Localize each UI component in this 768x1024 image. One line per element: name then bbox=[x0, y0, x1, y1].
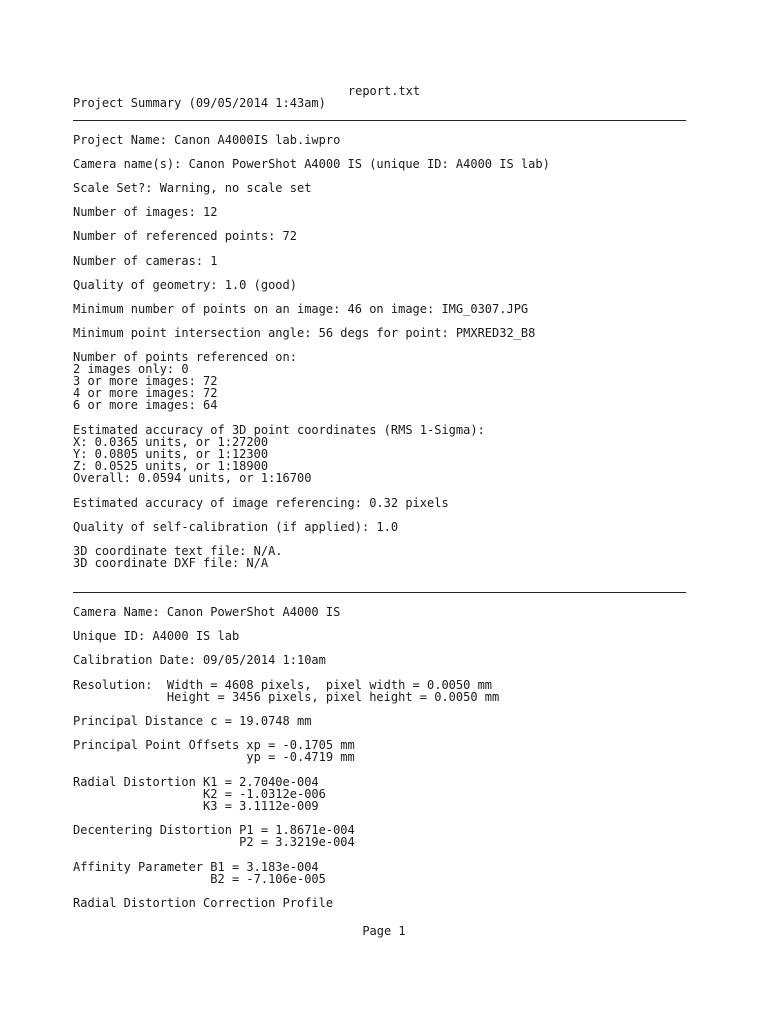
scale-set: Scale Set?: Warning, no scale set bbox=[73, 181, 312, 195]
decentering-distortion-p1: Decentering Distortion P1 = 1.8671e-004 bbox=[73, 823, 355, 837]
accuracy-overall: Overall: 0.0594 units, or 1:16700 bbox=[73, 471, 312, 485]
camera-name: Camera Name: Canon PowerShot A4000 IS bbox=[73, 605, 341, 619]
unique-id: Unique ID: A4000 IS lab bbox=[73, 629, 240, 643]
points-6-images: 6 or more images: 64 bbox=[73, 398, 218, 412]
radial-distortion-k1: Radial Distortion K1 = 2.7040e-004 bbox=[73, 775, 319, 789]
principal-point-yp: yp = -0.4719 mm bbox=[73, 750, 355, 764]
points-2-images: 2 images only: 0 bbox=[73, 362, 189, 376]
resolution-height: Height = 3456 pixels, pixel height = 0.0050 mm bbox=[73, 690, 500, 704]
camera-names: Camera name(s): Canon PowerShot A4000 IS (unique ID: A4000 IS lab) bbox=[73, 157, 550, 171]
decentering-distortion-p2: P2 = 3.3219e-004 bbox=[73, 835, 355, 849]
document-filename: report.txt bbox=[347, 84, 421, 98]
section-divider-top bbox=[73, 120, 686, 121]
accuracy-3d-heading: Estimated accuracy of 3D point coordinates (RMS 1-Sigma): bbox=[73, 423, 485, 437]
self-calibration-quality: Quality of self-calibration (if applied): 1.0 bbox=[73, 520, 399, 534]
number-of-cameras: Number of cameras: 1 bbox=[73, 254, 218, 268]
minimum-intersection-angle: Minimum point intersection angle: 56 degs for point: PMXRED32_B8 bbox=[73, 326, 536, 340]
accuracy-x: X: 0.0365 units, or 1:27200 bbox=[73, 435, 269, 449]
radial-distortion-k3: K3 = 3.1112e-009 bbox=[73, 799, 319, 813]
number-of-referenced-points: Number of referenced points: 72 bbox=[73, 229, 297, 243]
points-referenced-heading: Number of points referenced on: bbox=[73, 350, 297, 364]
page-number: Page 1 bbox=[362, 924, 406, 938]
resolution-width: Resolution: Width = 4608 pixels, pixel width = 0.0050 mm bbox=[73, 678, 493, 692]
accuracy-z: Z: 0.0525 units, or 1:18900 bbox=[73, 459, 269, 473]
points-3-images: 3 or more images: 72 bbox=[73, 374, 218, 388]
radial-distortion-k2: K2 = -1.0312e-006 bbox=[73, 787, 326, 801]
coordinate-text-file: 3D coordinate text file: N/A. bbox=[73, 544, 283, 558]
section-divider-middle bbox=[73, 592, 686, 593]
calibration-date: Calibration Date: 09/05/2014 1:10am bbox=[73, 653, 326, 667]
principal-point-xp: Principal Point Offsets xp = -0.1705 mm bbox=[73, 738, 355, 752]
affinity-parameter-b1: Affinity Parameter B1 = 3.183e-004 bbox=[73, 860, 319, 874]
accuracy-image-referencing: Estimated accuracy of image referencing: 0.32 pixels bbox=[73, 496, 449, 510]
number-of-images: Number of images: 12 bbox=[73, 205, 218, 219]
project-name: Project Name: Canon A4000IS lab.iwpro bbox=[73, 133, 341, 147]
points-4-images: 4 or more images: 72 bbox=[73, 386, 218, 400]
minimum-points-on-image: Minimum number of points on an image: 46 on image: IMG_0307.JPG bbox=[73, 302, 529, 316]
accuracy-y: Y: 0.0805 units, or 1:12300 bbox=[73, 447, 269, 461]
affinity-parameter-b2: B2 = -7.106e-005 bbox=[73, 872, 326, 886]
radial-distortion-profile-heading: Radial Distortion Correction Profile bbox=[73, 896, 334, 910]
quality-of-geometry: Quality of geometry: 1.0 (good) bbox=[73, 278, 297, 292]
summary-header: Project Summary (09/05/2014 1:43am) bbox=[73, 96, 326, 110]
principal-distance: Principal Distance c = 19.0748 mm bbox=[73, 714, 312, 728]
coordinate-dxf-file: 3D coordinate DXF file: N/A bbox=[73, 556, 269, 570]
